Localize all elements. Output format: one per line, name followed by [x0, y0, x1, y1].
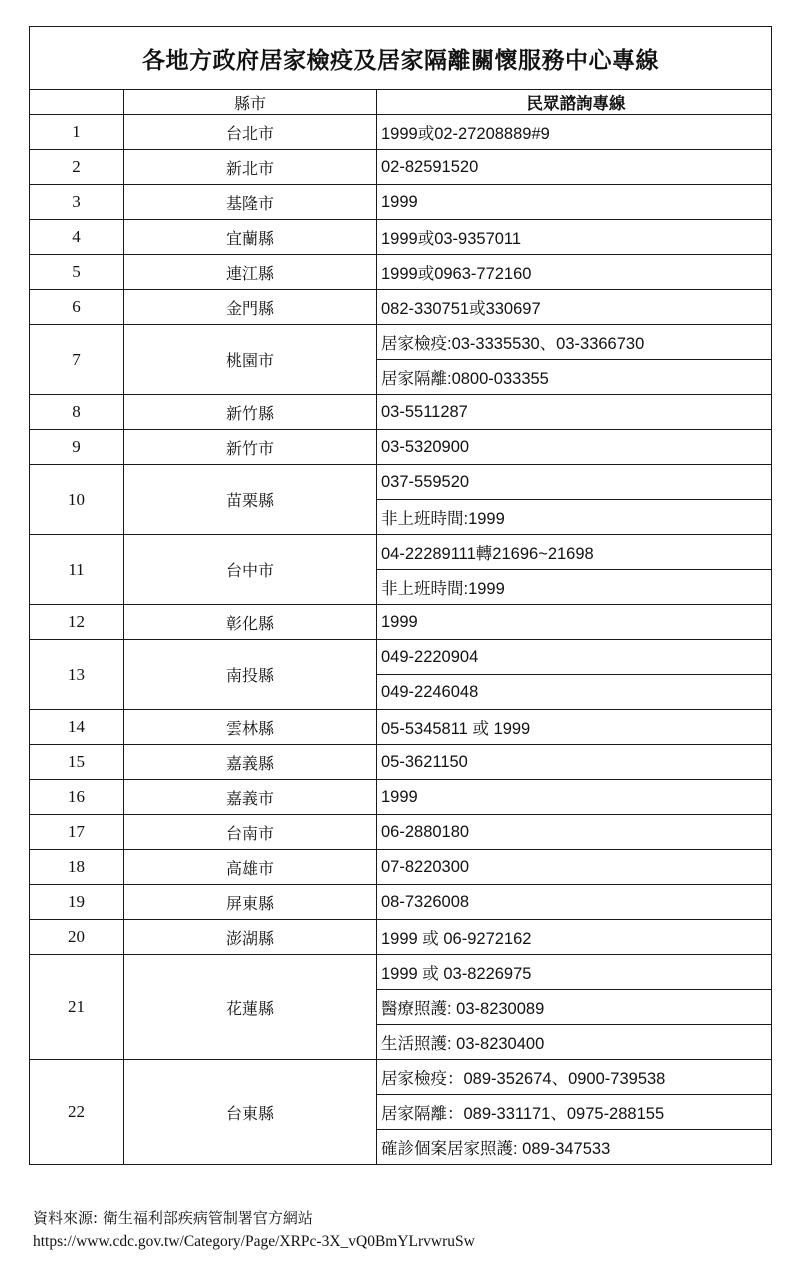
table-row [30, 850, 772, 885]
city-name: 台南市 [124, 815, 377, 850]
row-number: 16 [30, 780, 124, 815]
hotline-number: 08-7326008 [377, 885, 772, 920]
row-number: 18 [30, 850, 124, 885]
row-number: 20 [30, 920, 124, 955]
city-name: 苗栗縣 [124, 465, 377, 535]
hotline-sheet [29, 26, 771, 1165]
row-number: 4 [30, 220, 124, 255]
city-name: 新竹縣 [124, 395, 377, 430]
row-number: 14 [30, 710, 124, 745]
hotline-number: 非上班時間:1999 [377, 570, 772, 605]
hotline-number: 1999 [377, 780, 772, 815]
table-row [30, 535, 772, 570]
hotline-number: 02-82591520 [377, 150, 772, 185]
hotline-number: 049-2246048 [377, 675, 772, 710]
hotline-number: 07-8220300 [377, 850, 772, 885]
hotline-number: 1999 或 03-8226975 [377, 955, 772, 990]
table-row [30, 920, 772, 955]
hotline-rows [30, 115, 772, 1165]
table-row [30, 955, 772, 990]
row-number: 19 [30, 885, 124, 920]
row-number: 11 [30, 535, 124, 605]
row-number: 22 [30, 1060, 124, 1165]
city-name: 台中市 [124, 535, 377, 605]
source-url[interactable]: https://www.cdc.gov.tw/Category/Page/XRPc-3X_vQ0BmYLrvwruSw [33, 1233, 475, 1250]
header-hotline: 民眾諮詢專線 [377, 90, 772, 115]
city-name: 屏東縣 [124, 885, 377, 920]
hotline-number: 05-3621150 [377, 745, 772, 780]
header-number [30, 90, 124, 115]
page-title: 各地方政府居家檢疫及居家隔離關懷服務中心專線 [30, 27, 772, 90]
city-name: 宜蘭縣 [124, 220, 377, 255]
source-note: 資料來源: 衛生福利部疾病管制署官方網站 [33, 1209, 313, 1227]
city-name: 嘉義市 [124, 780, 377, 815]
row-number: 6 [30, 290, 124, 325]
row-number: 2 [30, 150, 124, 185]
city-name: 花蓮縣 [124, 955, 377, 1060]
city-name: 新北市 [124, 150, 377, 185]
row-number: 7 [30, 325, 124, 395]
table-row [30, 255, 772, 290]
hotline-number: 1999 [377, 185, 772, 220]
city-name: 南投縣 [124, 640, 377, 710]
row-number: 10 [30, 465, 124, 535]
city-name: 連江縣 [124, 255, 377, 290]
table-row [30, 395, 772, 430]
table-row [30, 290, 772, 325]
city-name: 基隆市 [124, 185, 377, 220]
table-row [30, 745, 772, 780]
city-name: 雲林縣 [124, 710, 377, 745]
hotline-number: 1999 [377, 605, 772, 640]
row-number: 9 [30, 430, 124, 465]
hotline-number: 04-22289111轉21696~21698 [377, 535, 772, 570]
hotline-number: 06-2880180 [377, 815, 772, 850]
row-number: 3 [30, 185, 124, 220]
hotline-number: 05-5345811 或 1999 [377, 710, 772, 745]
row-number: 15 [30, 745, 124, 780]
hotline-number: 082-330751或330697 [377, 290, 772, 325]
hotline-table [29, 26, 772, 1165]
hotline-number: 1999或02-27208889#9 [377, 115, 772, 150]
hotline-number: 1999或0963-772160 [377, 255, 772, 290]
row-number: 12 [30, 605, 124, 640]
hotline-number: 醫療照護: 03-8230089 [377, 990, 772, 1025]
table-row [30, 1060, 772, 1095]
table-row [30, 710, 772, 745]
city-name: 台北市 [124, 115, 377, 150]
hotline-number: 居家隔離:0800-033355 [377, 360, 772, 395]
city-name: 新竹市 [124, 430, 377, 465]
table-row [30, 885, 772, 920]
row-number: 1 [30, 115, 124, 150]
hotline-number: 037-559520 [377, 465, 772, 500]
table-row [30, 430, 772, 465]
row-number: 21 [30, 955, 124, 1060]
table-row [30, 605, 772, 640]
hotline-number: 生活照護: 03-8230400 [377, 1025, 772, 1060]
hotline-number: 非上班時間:1999 [377, 500, 772, 535]
hotline-number: 03-5320900 [377, 430, 772, 465]
hotline-number: 03-5511287 [377, 395, 772, 430]
city-name: 彰化縣 [124, 605, 377, 640]
hotline-number: 049-2220904 [377, 640, 772, 675]
hotline-number: 1999或03-9357011 [377, 220, 772, 255]
city-name: 嘉義縣 [124, 745, 377, 780]
hotline-number: 居家檢疫:03-3335530、03-3366730 [377, 325, 772, 360]
row-number: 13 [30, 640, 124, 710]
table-row [30, 325, 772, 360]
hotline-number: 居家隔離：089-331171、0975-288155 [377, 1095, 772, 1130]
table-row [30, 780, 772, 815]
city-name: 高雄市 [124, 850, 377, 885]
table-row [30, 115, 772, 150]
table-row [30, 150, 772, 185]
hotline-number: 1999 或 06-9272162 [377, 920, 772, 955]
city-name: 桃園市 [124, 325, 377, 395]
city-name: 金門縣 [124, 290, 377, 325]
hotline-number: 居家檢疫：089-352674、0900-739538 [377, 1060, 772, 1095]
city-name: 澎湖縣 [124, 920, 377, 955]
table-row [30, 815, 772, 850]
table-row [30, 220, 772, 255]
row-number: 17 [30, 815, 124, 850]
row-number: 5 [30, 255, 124, 290]
city-name: 台東縣 [124, 1060, 377, 1165]
hotline-number: 確診個案居家照護: 089-347533 [377, 1130, 772, 1165]
row-number: 8 [30, 395, 124, 430]
table-row [30, 185, 772, 220]
table-row [30, 640, 772, 675]
header-city: 縣市 [124, 90, 377, 115]
table-row [30, 465, 772, 500]
